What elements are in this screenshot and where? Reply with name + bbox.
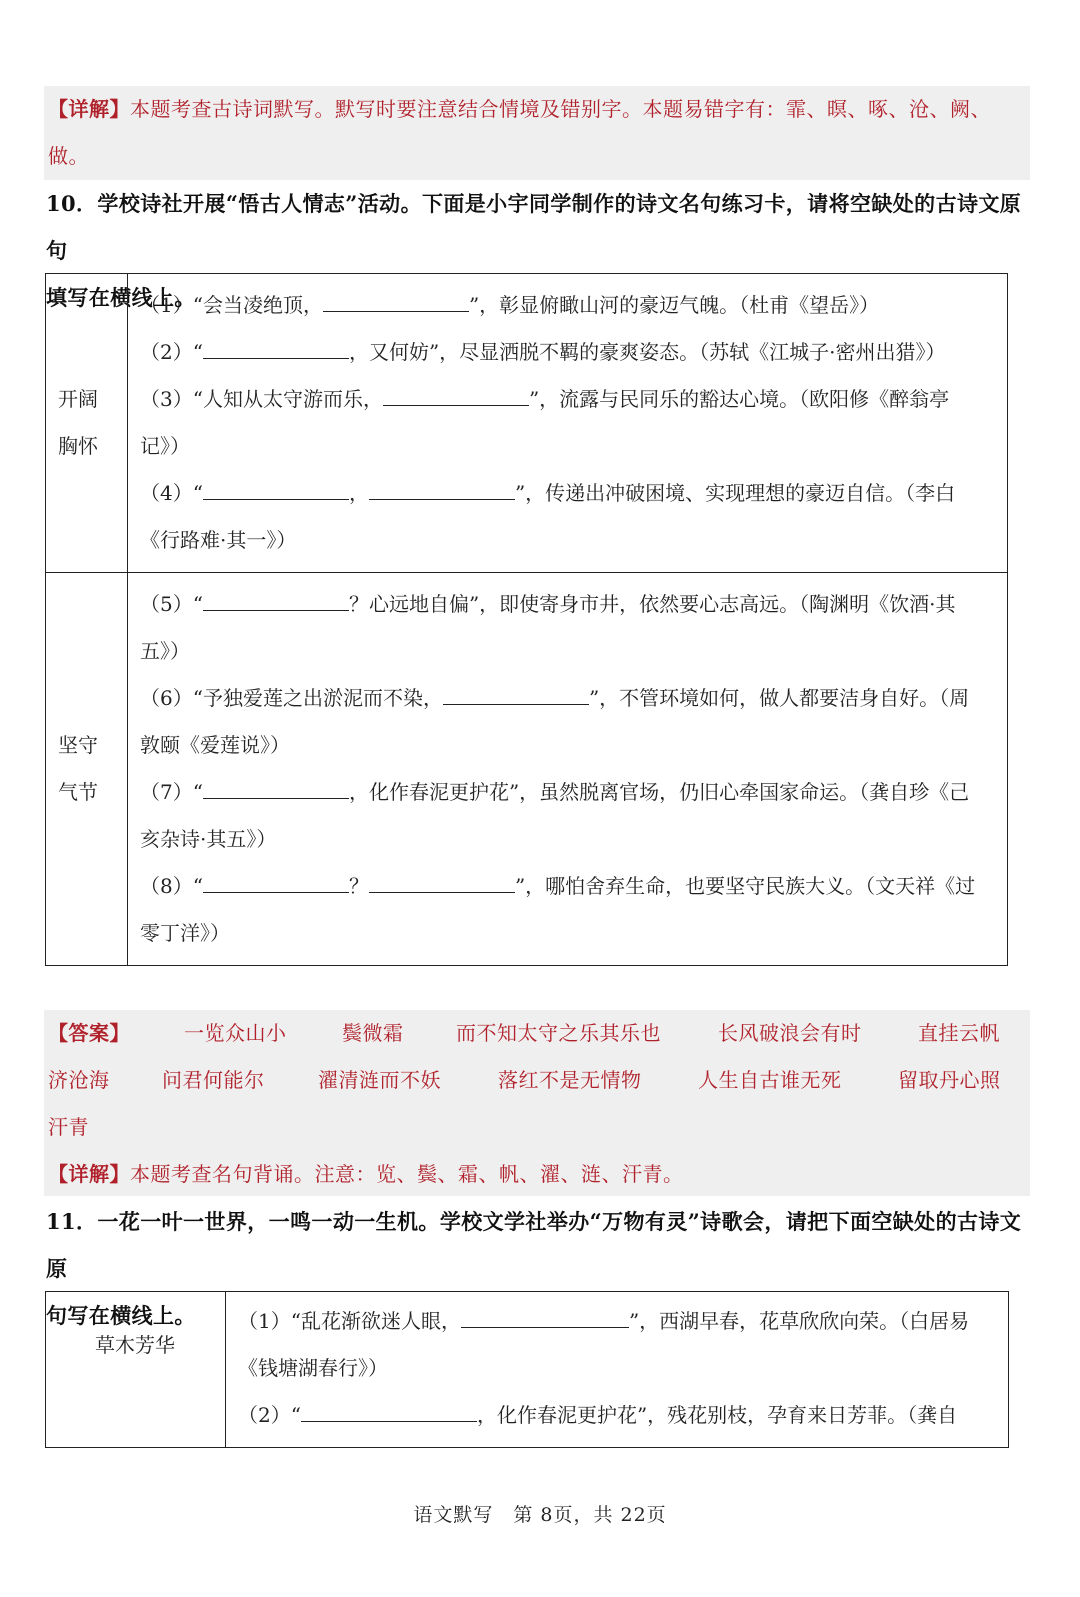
answer-blank[interactable] (203, 336, 349, 359)
item-1-cont: 《钱塘湖春行》） (238, 1356, 388, 1380)
card-row-integrity (46, 573, 1008, 966)
answer-10-cont: 汗青 (48, 1115, 89, 1139)
category-cell: 坚守 气节 (46, 573, 128, 966)
answer-8: 落红不是无情物 (498, 1068, 642, 1092)
answer-3: 而不知太守之乐其乐也 (456, 1021, 661, 1045)
answer-1: 一览众山小 (184, 1021, 287, 1045)
answer-blank[interactable] (203, 776, 349, 799)
answer-blank[interactable] (369, 870, 515, 893)
detail-tag: 【详解】 (48, 1162, 130, 1186)
answer-7: 濯清涟而不妖 (318, 1068, 441, 1092)
items-cell (128, 274, 1008, 573)
page-footer: 语文默写 第 8页，共 22页 (413, 1504, 667, 1526)
item-6-cont: 敦颐《爱莲说》） (140, 733, 290, 757)
item-6: （6）“予独爱莲之出淤泥而不染， ”，不管环境如何，做人都要洁身自好。（周 (140, 675, 997, 722)
answer-blank[interactable] (203, 477, 349, 500)
detail-text: 本题考查古诗词默写。默写时要注意结合情境及错别字。本题易错字有：霏、暝、啄、沧、阙、 (130, 97, 991, 121)
practice-card-q10 (45, 273, 1008, 966)
practice-card-q11 (45, 1291, 1009, 1448)
answer-9: 人生自古谁无死 (698, 1068, 842, 1092)
answer-5: 直挂云帆 (918, 1021, 1000, 1045)
answer-4: 长风破浪会有时 (718, 1021, 862, 1045)
answer-blank[interactable] (323, 289, 469, 312)
question-10-line2: 填写在横线上。 (46, 285, 196, 310)
item-8-cont: 零丁洋》） (140, 921, 230, 945)
item-8: （8）“ ？ ”，哪怕舍弃生命，也要坚守民族大义。（文天祥《过 (140, 863, 997, 910)
item-1: （1）“会当凌绝顶， ”，彰显俯瞰山河的豪迈气魄。（杜甫《望岳》） (140, 282, 997, 329)
answer-tag: 【答案】 (48, 1021, 130, 1045)
answer-blank[interactable] (369, 477, 515, 500)
detail-tag: 【详解】 (48, 97, 130, 121)
card-row-open-mind (46, 274, 1008, 573)
item-4-cont: 《行路难·其一》） (140, 528, 297, 552)
category-cell: 开阔 胸怀 (46, 274, 128, 573)
answer-blank[interactable] (461, 1305, 629, 1328)
item-2: （2）“ ，化作春泥更护花”，残花别枝，孕育来日芳菲。（龚自 (238, 1392, 998, 1439)
detail-band-top (44, 86, 1030, 180)
item-7: （7）“ ，化作春泥更护花”，虽然脱离官场，仍旧心牵国家命运。（龚自珍《己 (140, 769, 997, 816)
answer-blank[interactable] (443, 682, 589, 705)
items-cell (226, 1292, 1009, 1448)
answer-10: 留取丹心照 (898, 1068, 1001, 1092)
item-3-cont: 记》） (140, 434, 190, 458)
item-5: （5）“ ？心远地自偏”，即使寄身市井，依然要心志高远。（陶渊明《饮酒·其 (140, 581, 997, 628)
answer-blank[interactable] (203, 870, 349, 893)
answer-6: 问君何能尔 (162, 1068, 265, 1092)
question-11-line1: 11．一花一叶一世界，一鸣一动一生机。学校文学社举办“万物有灵”诗歌会，请把下面空缺处的古诗文原 (46, 1209, 1022, 1281)
item-4: （4）“ ， ”，传递出冲破困境、实现理想的豪迈自信。（李白 (140, 470, 997, 517)
items-cell (128, 573, 1008, 966)
item-1: （1）“乱花渐欲迷人眼， ”，西湖早春，花草欣欣向荣。（白居易 (238, 1298, 998, 1345)
answer-blank[interactable] (203, 588, 349, 611)
question-10-line1: 10．学校诗社开展“悟古人情志”活动。下面是小宇同学制作的诗文名句练习卡，请将空缺处的古诗文原句 (46, 191, 1022, 263)
answer-band (44, 1010, 1030, 1196)
item-2: （2）“ ，又何妨”，尽显洒脱不羁的豪爽姿态。（苏轼《江城子·密州出猎》） (140, 329, 997, 376)
answer-5-cont: 济沧海 (48, 1068, 110, 1092)
answer-blank[interactable] (301, 1399, 477, 1422)
category-cell: 草木芳华 (46, 1292, 226, 1448)
card-row-plants (46, 1292, 1009, 1448)
answer-2: 鬓微霜 (342, 1021, 404, 1045)
answer-blank[interactable] (383, 383, 529, 406)
detail-text-line2: 做。 (48, 144, 89, 168)
item-3: （3）“人知从太守游而乐， ”，流露与民同乐的豁达心境。（欧阳修《醉翁亭 (140, 376, 997, 423)
item-5-cont: 五》） (140, 639, 190, 663)
detail-text: 本题考查名句背诵。注意：览、鬓、霜、帆、濯、涟、汗青。 (130, 1162, 684, 1186)
question-11-line2: 句写在横线上。 (46, 1303, 196, 1328)
item-7-cont: 亥杂诗·其五》） (140, 827, 277, 851)
